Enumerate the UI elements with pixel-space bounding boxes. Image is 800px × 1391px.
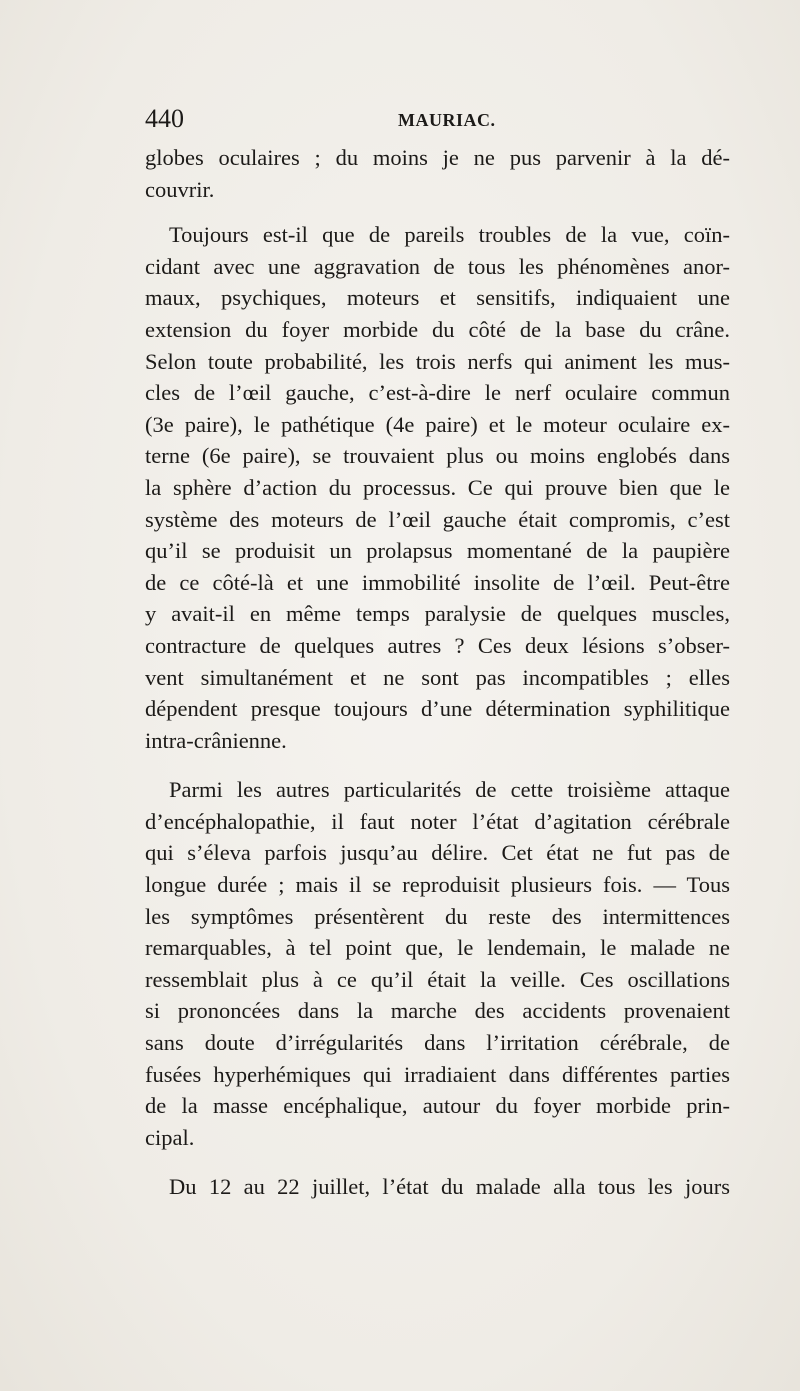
text-line: maux, psychiques, moteurs et sensitifs, indiquaient une <box>145 285 730 311</box>
text-line: remarquables, à tel point que, le lendemain, le malade ne <box>145 935 730 961</box>
running-head: MAURIAC. <box>398 110 496 130</box>
page-header <box>145 104 730 140</box>
paragraph-2 <box>145 774 730 1153</box>
text-line: longue durée ; mais il se reproduisit plusieurs fois. — Tous <box>145 872 730 898</box>
paragraph-1 <box>145 219 730 756</box>
text-line: qu’il se produisit un prolapsus momentané de la paupière <box>145 538 730 564</box>
text-line: contracture de quelques autres ? Ces deux lésions s’obser- <box>145 632 730 658</box>
text-line: intra-crânienne. <box>145 727 287 753</box>
text-line: ressemblait plus à ce qu’il était la veille. Ces oscillations <box>145 966 730 992</box>
body-text <box>145 142 730 1203</box>
text-line: la sphère d’action du processus. Ce qui prouve bien que le <box>145 474 730 500</box>
text-line: vent simultanément et ne sont pas incompatibles ; elles <box>145 664 730 690</box>
text-line: y avait-il en même temps paralysie de quelques muscles, <box>145 601 730 627</box>
text-line: d’encéphalopathie, il faut noter l’état d’agitation cérébrale <box>145 808 730 834</box>
text-line: cles de l’œil gauche, c’est-à-dire le nerf oculaire commun <box>145 380 730 406</box>
text-line: système des moteurs de l’œil gauche était compromis, c’est <box>145 506 730 532</box>
text-line: de ce côté-là et une immobilité insolite de l’œil. Peut-être <box>145 569 730 595</box>
text-line: cidant avec une aggravation de tous les phénomènes anor- <box>145 253 730 279</box>
text-line: extension du foyer morbide du côté de la base du crâne. <box>145 316 730 342</box>
text-line: (3e paire), le pathétique (4e paire) et le moteur oculaire ex- <box>145 411 730 437</box>
text-line: Toujours est-il que de pareils troubles de la vue, coïn- <box>169 222 730 248</box>
text-line: terne (6e paire), se trouvaient plus ou moins englobés dans <box>145 443 730 469</box>
text-line: si prononcées dans la marche des accidents provenaient <box>145 998 730 1024</box>
text-line: globes oculaires ; du moins je ne pus parvenir à la dé- <box>145 145 730 170</box>
text-line: couvrir. <box>145 176 215 202</box>
text-line: Parmi les autres particularités de cette troisième attaque <box>169 777 730 803</box>
page-number: 440 <box>145 104 184 133</box>
text-line: fusées hyperhémiques qui irradiaient dans différentes parties <box>145 1061 730 1087</box>
paragraph-0 <box>145 142 730 205</box>
text-line: de la masse encéphalique, autour du foyer morbide prin- <box>145 1093 730 1119</box>
text-line: dépendent presque toujours d’une détermination syphilitique <box>145 696 730 722</box>
text-line: Du 12 au 22 juillet, l’état du malade alla tous les jours <box>169 1174 730 1200</box>
text-line: qui s’éleva parfois jusqu’au délire. Cet état ne fut pas de <box>145 840 730 866</box>
text-line: sans doute d’irrégularités dans l’irritation cérébrale, de <box>145 1030 730 1056</box>
paragraph-3 <box>145 1171 730 1203</box>
text-line: les symptômes présentèrent du reste des intermittences <box>145 903 730 929</box>
text-line: cipal. <box>145 1124 195 1150</box>
text-line: Selon toute probabilité, les trois nerfs qui animent les mus- <box>145 348 730 374</box>
